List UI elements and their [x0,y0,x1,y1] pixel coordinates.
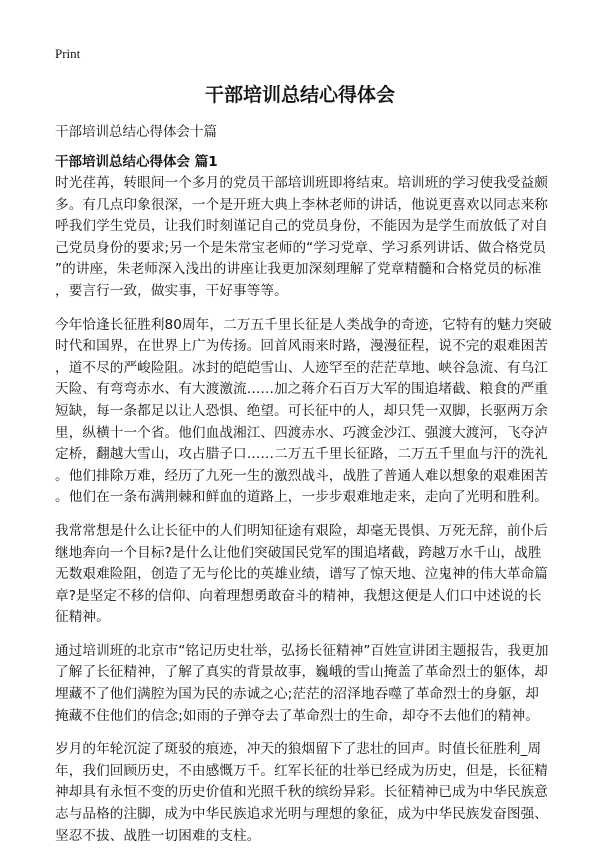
paragraph-line: 掩藏不住他们的信念;如雨的子弹夺去了革命烈士的生命，却夺不去他们的精神。 [55,707,539,724]
paragraph-line: 埋藏不了他们满腔为国为民的赤诚之心;茫茫的沼泽地吞噬了革命烈士的身躯，却 [55,686,539,703]
paragraph-line: ，道不尽的严峻险阻。冰封的皑皑雪山、人迹罕至的茫茫草地、峡谷急流、有乌江 [55,359,548,376]
paragraph-line: 岁月的年轮沉淀了斑驳的痕迹，冲天的狼烟留下了悲壮的回声。时值长征胜利_周 [55,741,542,758]
document-body [55,173,555,859]
paragraph-line: 今年恰逢长征胜利80周年，二万五千里长征是人类战争的奇迹，它特有的魅力突破 [55,316,552,333]
document-title: 干部培训总结心得体会 [204,84,395,106]
paragraph-line: 里，纵横十一个省。他们血战湘江、四渡赤水、巧渡金沙江、强渡大渡河，飞夺泸 [55,424,548,441]
document-subtitle: 干部培训总结心得体会十篇 [55,124,217,140]
paragraph-line: 通过培训班的北京市“铭记历史壮举，弘扬长征精神”百姓宣讲团主题报告，我更加 [55,642,549,659]
paragraph-line: 天险、有弯弯赤水、有大渡激流……加之蒋介石百万大军的围追堵截、粮食的严重 [55,381,548,398]
print-link[interactable]: Print [55,46,81,61]
paragraph [55,521,555,629]
paragraph-line: 我常常想是什么让长征中的人们明知征途有艰险，却毫无畏惧、万死无辞，前仆后 [55,522,548,539]
paragraph [55,641,555,727]
paragraph-line: 神却具有永恒不变的历史价值和光照千秋的缤纷异彩。长征精神已成为中华民族意 [55,784,548,801]
paragraph-line: 己党员身份的要求;另一个是朱常宝老师的“学习党章、学习系列讲话、做合格党员 [55,239,547,256]
paragraph-line: 征精神。 [55,609,110,626]
section-heading: 干部培训总结心得体会 篇1 [55,154,218,170]
paragraph-line: 继地奔向一个目标?是什么让他们突破国民党军的围追堵截，跨越万水千山，战胜 [55,544,542,561]
paragraph-line: 多。有几点印象很深，一个是开班大典上李林老师的讲话，他说更喜欢以同志来称 [55,196,548,213]
paragraph-line: ，要言行一致，做实事，干好事等等。 [55,282,288,299]
paragraph-line: 无数艰难险阻，创造了无与伦比的英雄业绩，谱写了惊天地、泣鬼神的伟大革命篇 [55,566,548,583]
paragraph-line: ”的讲座，朱老师深入浅出的讲座让我更加深刻理解了党章精髓和合格党员的标准 [55,261,542,278]
paragraph-line: 短缺，每一条都足以让人恐惧、绝望。可长征中的人，却只凭一双脚，长驱两万余 [55,402,548,419]
paragraph [55,315,555,509]
paragraph-line: 了解了长征精神，了解了真实的背景故事，巍峨的雪山掩盖了革命烈士的躯体，却 [55,664,548,681]
paragraph-line: 章?是坚定不移的信仰、向着理想勇敢奋斗的精神，我想这便是人们口中述说的长 [55,587,542,604]
paragraph [55,173,555,303]
paragraph-line: 坚忍不拔、战胜一切困难的支柱。 [55,827,261,844]
paragraph-line: 。他们在一条布满荆棘和鲜血的道路上，一步步艰难地走来，走向了光明和胜利。 [55,489,548,506]
paragraph-line: 。他们排除万难，经历了九死一生的激烈战斗，战胜了普通人难以想象的艰难困苦 [55,467,548,484]
paragraph-line: 定桥，翻越大雪山，攻占腊子口……二万五千里长征路，二万五千里血与汗的洗礼 [55,446,548,463]
paragraph-line: 时代和国界，在世界上广为传扬。回首风雨来时路，漫漫征程，说不完的艰难困苦 [55,338,548,355]
paragraph-line: 时光荏苒，转眼间一个多月的党员干部培训班即将结束。培训班的学习使我受益颇 [55,175,548,191]
paragraph-line: 年，我们回顾历史，不由感慨万千。红军长征的壮举已经成为历史，但是，长征精 [55,762,548,779]
paragraph-line: 呼我们学生党员，让我们时刻谨记自己的党员身份，不能因为是学生而放低了对自 [55,218,548,235]
paragraph-line: 志与品格的注脚，成为中华民族追求光明与理想的象征，成为中华民族发奋图强、 [55,806,548,823]
paragraph [55,739,555,847]
